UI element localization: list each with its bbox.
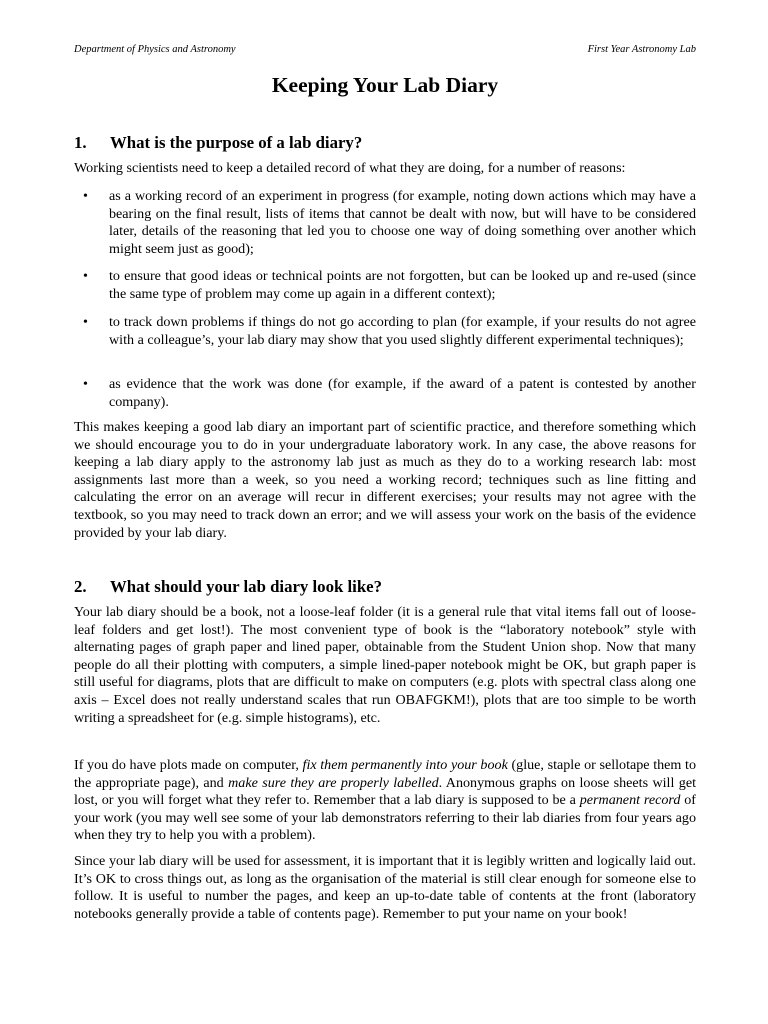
header-department: Department of Physics and Astronomy — [74, 44, 236, 55]
section-2-number: 2. — [74, 577, 87, 596]
section-2-heading — [74, 577, 382, 597]
header-course: First Year Astronomy Lab — [587, 44, 696, 55]
para2-text: If you do have plots made on computer, — [74, 757, 303, 773]
para2-text: of your work (you may well see some of your lab demonstrators referring to their lab diaries from four years ago when they try to help you with a problem). — [74, 792, 696, 844]
list-item-text: as evidence that the work was done (for example, if the award of a patent is contested by another company). — [109, 376, 696, 410]
list-item-text: as a working record of an experiment in progress (for example, noting down actions which may have a bearing on the final result, lists of items that cannot be dealt with now, but will have to be considered later, details of the reasoning that led you to choose one way of doing something over another which might seem just as good); — [109, 188, 696, 257]
section-2-title: What should your lab diary look like? — [110, 577, 382, 596]
section-2-paragraph-3: Since your lab diary will be used for assessment, it is important that it is legibly written and logically laid out. It’s OK to cross things out, as long as the organisation of the material is still clear enough for someone else to follow. It is useful to number the pages, and keep an up-to-date table of contents at the front (laboratory notebooks generally provide a table of contents page). Remember to put your name on your book! — [74, 853, 696, 922]
bullet-icon: • — [83, 377, 88, 392]
para2-emphasis: permanent record — [579, 792, 681, 809]
list-item-text: to ensure that good ideas or technical points are not forgotten, but can be looked up and re-used (since the same type of problem may come up again in a different context); — [109, 268, 696, 302]
bullet-icon: • — [83, 315, 88, 330]
section-2-paragraph-2 — [74, 757, 696, 845]
section-1-intro: Working scientists need to keep a detailed record of what they are doing, for a number of reasons: — [74, 160, 626, 176]
list-item-text: to track down problems if things do not go according to plan (for example, if your results do not agree with a colleague’s, your lab diary may show that you used slightly different experimental techniques); — [109, 314, 696, 348]
section-1-number: 1. — [74, 133, 87, 152]
para2-text: . Anonymous graphs on loose sheets will get lost, or you will forget what they refer to. Remember that a lab diary is supposed to be a — [74, 774, 696, 809]
section-1-closing: This makes keeping a good lab diary an important part of scientific practice, and therefore something which we should encourage you to do in your undergraduate laboratory work. In any case, the above reasons for keeping a lab diary apply to the astronomy lab just as much as they do to a working research lab: most assignments last more than a week, so you need a working record; techniques such as line fitting and calculating the error on an average will recur in different exercises; your results may not agree with the textbook, so you may need to track down an error; and we will assess your work on the basis of the evidence provided by your lab diary. — [74, 419, 696, 541]
para2-emphasis: fix them permanently into your book — [302, 757, 508, 773]
para2-emphasis: make sure they are properly labelled — [228, 774, 439, 791]
section-2-paragraph-1: Your lab diary should be a book, not a loose-leaf folder (it is a general rule that vital items fall out of loose-leaf folders and get lost!). The most convenient type of book is the “laboratory notebook” style with alternating pages of graph paper and lined paper, obtainable from the Student Union shop. Now that many people do all their plotting with computers, a simple lined-paper notebook might be OK, but graph paper is still useful for diagrams, plots that are difficult to make on computers (e.g. plots with spectral class along one axis – Excel does not really understand scales that run OBAFGKM!), plots that are too simple to be worth writing a spreadsheet for (e.g. simple histograms), etc. — [74, 604, 696, 726]
page-header — [74, 44, 696, 55]
section-1-title: What is the purpose of a lab diary? — [110, 133, 363, 152]
para2-text: (glue, staple or sellotape them to the appropriate page), and — [74, 757, 696, 791]
bullet-icon: • — [83, 269, 88, 284]
bullet-icon: • — [83, 189, 88, 204]
document-title: Keeping Your Lab Diary — [271, 73, 499, 97]
section-1-heading — [74, 133, 362, 153]
